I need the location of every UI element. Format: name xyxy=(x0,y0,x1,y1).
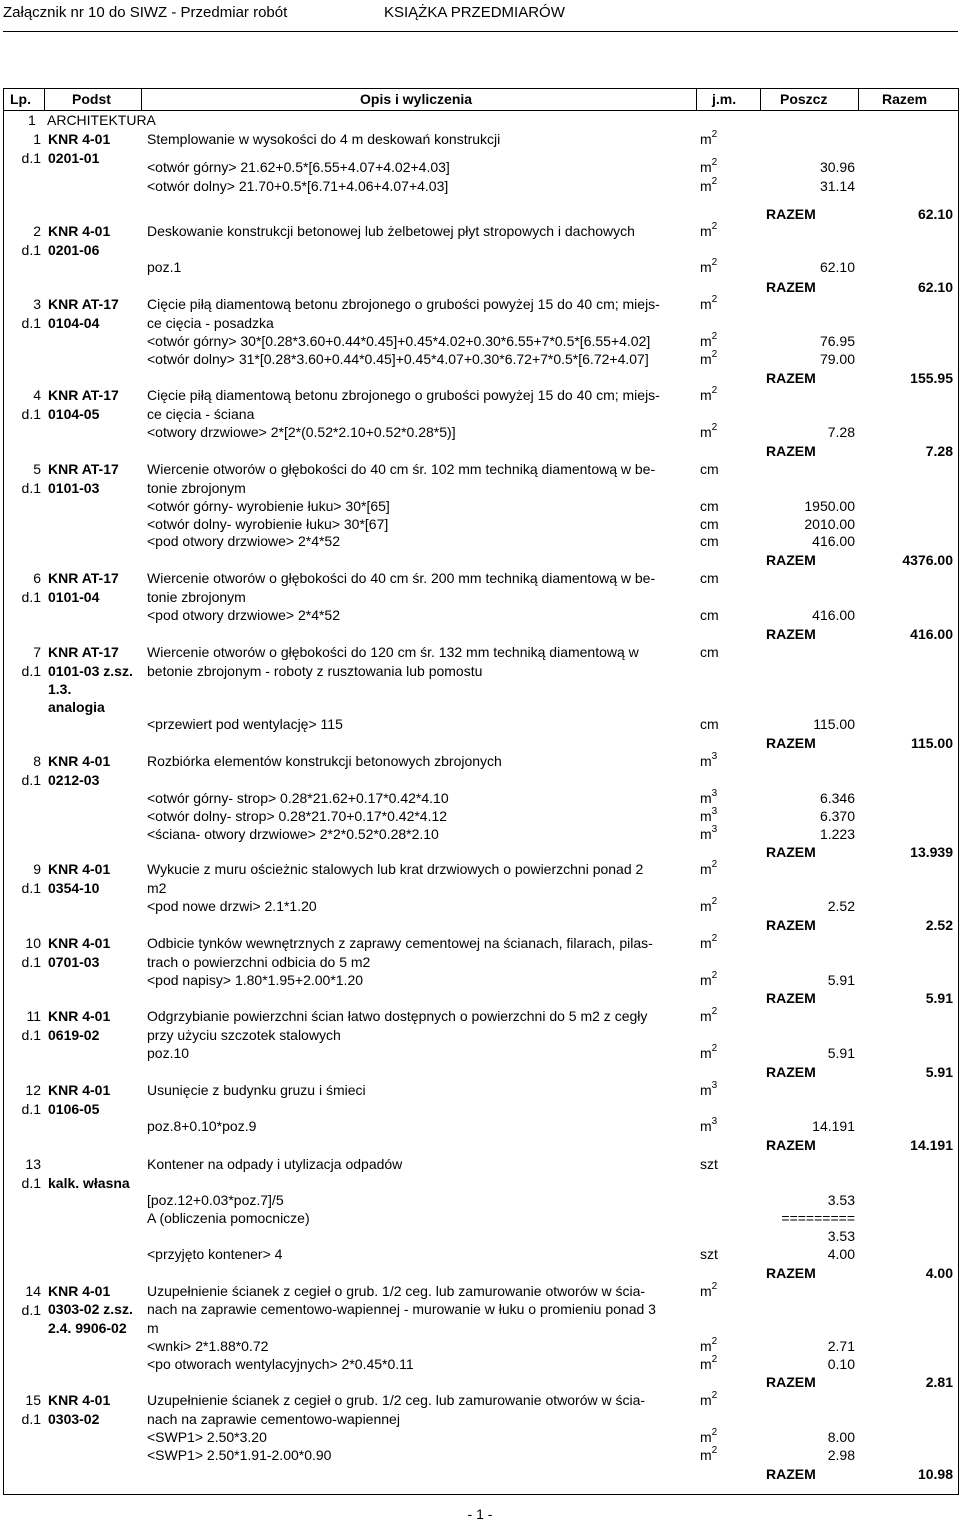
calc-value: 62.10 xyxy=(819,259,855,275)
calc-value: 14.191 xyxy=(812,1118,855,1134)
calc-value: 6.346 xyxy=(819,790,855,806)
razem-value: 2.52 xyxy=(925,917,953,933)
calc-value: 7.28 xyxy=(827,424,855,440)
calc-value: 1.223 xyxy=(819,826,855,842)
header-rule xyxy=(3,31,958,32)
item-subnumber: d.1 xyxy=(21,150,41,166)
item-number: 14 xyxy=(25,1283,41,1299)
razem-value: 13.939 xyxy=(910,844,953,860)
calc-expression: <przewiert pod wentylację> 115 xyxy=(147,716,343,732)
item-description: ce cięcia - posadzka xyxy=(147,315,274,331)
item-description: Usunięcie z budynku gruzu i śmieci xyxy=(147,1082,366,1098)
item-basis: KNR 4-01 xyxy=(48,131,111,147)
item-description: nach na zaprawie cementowo-wapiennej xyxy=(147,1411,400,1427)
item-number: 15 xyxy=(25,1392,41,1408)
calc-unit: $m^2$ xyxy=(700,1336,718,1354)
item-number: 5 xyxy=(33,461,41,477)
item-description: Cięcie piłą diamentową betonu zbrojonego o grubości powyżej 15 do 40 cm; miejs- xyxy=(147,387,660,403)
col-header-opis: Opis i wyliczenia xyxy=(360,91,473,107)
razem-value: 155.95 xyxy=(910,370,953,386)
col-divider xyxy=(44,88,45,110)
item-description: tonie zbrojonym xyxy=(147,480,246,496)
item-number: 7 xyxy=(33,644,41,660)
razem-value: 14.191 xyxy=(910,1137,953,1153)
item-description: Odbicie tynków wewnętrznych z zaprawy cementowej na ścianach, filarach, pilas- xyxy=(147,935,653,951)
razem-label: RAZEM xyxy=(766,1137,816,1153)
calc-value: 5.91 xyxy=(827,1045,855,1061)
item-subnumber: d.1 xyxy=(21,954,41,970)
calc-unit: $m^2$ xyxy=(700,970,718,988)
item-unit: $m^2$ xyxy=(700,294,718,312)
item-number: 11 xyxy=(26,1008,41,1024)
item-number: 8 xyxy=(33,753,41,769)
item-basis: KNR 4-01 xyxy=(48,1392,111,1408)
calc-expression: <otwór górny> 30*[0.28*3.60+0.44*0.45]+0.45*4.02+0.30*6.55+7*0.5*[6.55+4.02] xyxy=(147,333,651,349)
calc-unit: $m^2$ xyxy=(700,257,718,275)
calc-value: 115.00 xyxy=(813,716,855,732)
calc-value: 416.00 xyxy=(812,533,855,549)
item-basis: KNR 4-01 xyxy=(48,1008,111,1024)
item-unit: cm xyxy=(700,644,719,660)
calc-expression: [poz.12+0.03*poz.7]/5 xyxy=(147,1192,284,1208)
header-left: Załącznik nr 10 do SIWZ - Przedmiar robót xyxy=(3,4,288,21)
calc-unit: $m^2$ xyxy=(700,331,718,349)
item-description: Wykucie z muru ościeżnic stalowych lub krat drzwiowych o powierzchni ponad 2 xyxy=(147,861,644,877)
calc-value: 31.14 xyxy=(819,178,855,194)
page-number: - 1 - xyxy=(467,1506,493,1522)
calc-expression: <po otworach wentylacyjnych> 2*0.45*0.11 xyxy=(147,1356,414,1372)
item-basis: KNR AT-17 xyxy=(48,387,119,403)
item-description: ce cięcia - ściana xyxy=(147,406,255,422)
col-header-razem: Razem xyxy=(882,91,928,107)
item-number: 4 xyxy=(33,387,41,403)
item-unit: $m^3$ xyxy=(700,751,718,769)
calc-value: 2.52 xyxy=(827,898,855,914)
razem-label: RAZEM xyxy=(766,917,816,933)
item-number: 1 xyxy=(33,131,41,147)
item-unit: $m^2$ xyxy=(700,933,718,951)
razem-value: 115.00 xyxy=(910,735,953,751)
item-basis: 1.3. xyxy=(48,681,72,697)
item-description: Wiercenie otworów o głębokości do 40 cm śr. 102 mm techniką diamentową w be- xyxy=(147,461,656,477)
item-description: przy użyciu szczotek stalowych xyxy=(147,1027,341,1043)
item-number: 2 xyxy=(33,223,41,239)
col-header-jm: j.m. xyxy=(712,91,737,107)
calc-expression: <SWP1> 2.50*1.91-2.00*0.90 xyxy=(147,1447,332,1463)
item-basis: 0701-03 xyxy=(48,954,100,970)
item-subnumber: d.1 xyxy=(21,480,41,496)
item-description: Kontener na odpady i utylizacja odpadów xyxy=(147,1156,403,1172)
calc-unit: cm xyxy=(700,607,719,623)
item-basis: 0303-02 xyxy=(48,1411,100,1427)
item-subnumber: d.1 xyxy=(21,406,41,422)
item-basis: 2.4. 9906-02 xyxy=(48,1320,127,1336)
item-unit: $m^2$ xyxy=(700,385,718,403)
col-divider xyxy=(858,88,859,110)
razem-value: 5.91 xyxy=(925,990,953,1006)
item-unit: $m^2$ xyxy=(700,859,718,877)
item-number: 10 xyxy=(25,935,41,951)
item-description: nach na zaprawie cementowo-wapiennej - murowanie w łuku o promieniu ponad 3 xyxy=(147,1301,656,1317)
item-basis: 0303-02 z.sz. xyxy=(48,1301,133,1317)
calc-value: 30.96 xyxy=(819,159,855,175)
item-subnumber: d.1 xyxy=(21,772,41,788)
calc-value: 2.98 xyxy=(827,1447,855,1463)
item-description: Wiercenie otworów o głębokości do 120 cm śr. 132 mm techniką diamentową w xyxy=(147,644,639,660)
col-divider xyxy=(141,88,142,110)
calc-value: 8.00 xyxy=(827,1429,855,1445)
calc-expression: <przyjęto kontener> 4 xyxy=(147,1246,283,1262)
item-subnumber: d.1 xyxy=(21,315,41,331)
item-subnumber: d.1 xyxy=(21,1411,41,1427)
razem-value: 416.00 xyxy=(910,626,953,642)
calc-expression: <otwór górny> 21.62+0.5*[6.55+4.07+4.02+4.03] xyxy=(147,159,450,175)
item-subnumber: d.1 xyxy=(21,589,41,605)
item-basis: 0201-06 xyxy=(48,242,100,258)
item-unit: szt xyxy=(700,1156,718,1172)
razem-label: RAZEM xyxy=(766,552,816,568)
razem-label: RAZEM xyxy=(766,206,816,222)
item-basis: KNR 4-01 xyxy=(48,753,111,769)
item-basis: KNR AT-17 xyxy=(48,296,119,312)
calc-expression: <wnki> 2*1.88*0.72 xyxy=(147,1338,269,1354)
table-bottom-rule xyxy=(3,1494,958,1495)
calc-expression: <SWP1> 2.50*3.20 xyxy=(147,1429,267,1445)
calc-unit: cm xyxy=(700,516,719,532)
calc-unit: $m^2$ xyxy=(700,1445,718,1463)
razem-label: RAZEM xyxy=(766,1374,816,1390)
item-subnumber: d.1 xyxy=(21,1302,41,1318)
calc-expression: poz.10 xyxy=(147,1045,190,1061)
calc-value: 79.00 xyxy=(819,351,855,367)
razem-value: 4.00 xyxy=(925,1265,953,1281)
razem-label: RAZEM xyxy=(766,1265,816,1281)
razem-value: 62.10 xyxy=(917,279,953,295)
item-description: tonie zbrojonym xyxy=(147,589,246,605)
item-description: Cięcie piłą diamentową betonu zbrojonego o grubości powyżej 15 do 40 cm; miejs- xyxy=(147,296,660,312)
calc-unit: szt xyxy=(700,1246,718,1262)
calc-expression: <otwór dolny> 21.70+0.5*[6.71+4.06+4.07+4.03] xyxy=(147,178,449,194)
item-basis: KNR AT-17 xyxy=(48,644,119,660)
razem-label: RAZEM xyxy=(766,279,816,295)
razem-value: 5.91 xyxy=(925,1064,953,1080)
item-subnumber: d.1 xyxy=(21,1101,41,1117)
razem-value: 2.81 xyxy=(925,1374,953,1390)
calc-value: 76.95 xyxy=(819,333,855,349)
razem-label: RAZEM xyxy=(766,370,816,386)
razem-value: 4376.00 xyxy=(902,552,953,568)
calc-unit: cm xyxy=(700,716,719,732)
calc-unit: $m^2$ xyxy=(700,349,718,367)
item-unit: cm xyxy=(700,461,719,477)
calc-expression: <pod otwory drzwiowe> 2*4*52 xyxy=(147,607,341,623)
item-basis: KNR 4-01 xyxy=(48,935,111,951)
calc-value: 2010.00 xyxy=(804,516,855,532)
calc-value: 5.91 xyxy=(827,972,855,988)
item-unit: $m^3$ xyxy=(700,1080,718,1098)
calc-expression: <otwór górny- wyrobienie łuku> 30*[65] xyxy=(147,498,390,514)
col-header-podst: Podst xyxy=(72,91,111,107)
item-unit: cm xyxy=(700,570,719,586)
calc-expression: <otwór dolny- strop> 0.28*21.70+0.17*0.42*4.12 xyxy=(147,808,448,824)
header-center: KSIĄŻKA PRZEDMIARÓW xyxy=(384,4,565,21)
calc-value: 3.53 xyxy=(827,1228,855,1244)
razem-label: RAZEM xyxy=(766,443,816,459)
item-subnumber: d.1 xyxy=(21,663,41,679)
col-divider xyxy=(760,88,761,110)
item-unit: $m^2$ xyxy=(700,1390,718,1408)
item-description: m2 xyxy=(147,880,167,896)
item-unit: $m^2$ xyxy=(700,129,718,147)
calc-expression: <pod nowe drzwi> 2.1*1.20 xyxy=(147,898,317,914)
calc-expression: A (obliczenia pomocnicze) xyxy=(147,1210,310,1226)
item-basis: 0201-01 xyxy=(48,150,100,166)
item-basis: 0101-03 z.sz. xyxy=(48,663,133,679)
razem-label: RAZEM xyxy=(766,1466,816,1482)
razem-label: RAZEM xyxy=(766,844,816,860)
calc-value: 3.53 xyxy=(827,1192,855,1208)
calc-expression: <pod napisy> 1.80*1.95+2.00*1.20 xyxy=(147,972,364,988)
item-number: 6 xyxy=(33,570,41,586)
razem-label: RAZEM xyxy=(766,1064,816,1080)
col-divider xyxy=(696,88,697,110)
item-basis: 0104-05 xyxy=(48,406,100,422)
item-basis: 0101-03 xyxy=(48,480,100,496)
calc-unit: $m^3$ xyxy=(700,788,718,806)
calc-unit: $m^2$ xyxy=(700,1043,718,1061)
item-subnumber: d.1 xyxy=(21,242,41,258)
item-basis: KNR 4-01 xyxy=(48,223,111,239)
razem-value: 7.28 xyxy=(925,443,953,459)
calc-expression: <otwór dolny- wyrobienie łuku> 30*[67] xyxy=(147,516,389,532)
item-basis: 0619-02 xyxy=(48,1027,100,1043)
calc-value: ========= xyxy=(781,1210,855,1226)
item-description: Deskowanie konstrukcji betonowej lub żelbetowej płyt stropowych i dachowych xyxy=(147,223,635,239)
calc-expression: poz.8+0.10*poz.9 xyxy=(147,1118,257,1134)
item-basis: KNR 4-01 xyxy=(48,1283,111,1299)
item-number: 12 xyxy=(25,1082,41,1098)
item-basis: KNR 4-01 xyxy=(48,1082,111,1098)
calc-unit: cm xyxy=(700,498,719,514)
razem-value: 10.98 xyxy=(917,1466,953,1482)
calc-unit: $m^3$ xyxy=(700,806,718,824)
calc-value: 416.00 xyxy=(812,607,855,623)
item-basis: analogia xyxy=(48,699,105,715)
section-title: ARCHITEKTURA xyxy=(47,112,156,128)
col-header-poszcz: Poszcz xyxy=(780,91,828,107)
calc-unit: $m^2$ xyxy=(700,176,718,194)
razem-label: RAZEM xyxy=(766,626,816,642)
item-description: trach o powierzchni odbicia do 5 m2 xyxy=(147,954,371,970)
item-description: Wiercenie otworów o głębokości do 40 cm śr. 200 mm techniką diamentową w be- xyxy=(147,570,656,586)
calc-expression: poz.1 xyxy=(147,259,182,275)
item-number: 13 xyxy=(25,1156,41,1172)
item-basis: 0212-03 xyxy=(48,772,100,788)
calc-expression: <otwory drzwiowe> 2*[2*(0.52*2.10+0.52*0.28*5)] xyxy=(147,424,456,440)
item-description: Uzupełnienie ścianek z cegieł o grub. 1/2 ceg. lub zamurowanie otworów w ścia- xyxy=(147,1283,646,1299)
calc-unit: $m^2$ xyxy=(700,1354,718,1372)
item-description: betonie zbrojonym - roboty z rusztowania lub pomostu xyxy=(147,663,483,679)
item-number: 3 xyxy=(33,296,41,312)
item-basis: 0101-04 xyxy=(48,589,100,605)
item-number: 9 xyxy=(33,861,41,877)
item-unit: $m^2$ xyxy=(700,221,718,239)
calc-unit: cm xyxy=(700,533,719,549)
item-subnumber: d.1 xyxy=(21,880,41,896)
calc-unit: $m^2$ xyxy=(700,896,718,914)
calc-value: 6.370 xyxy=(819,808,855,824)
razem-label: RAZEM xyxy=(766,990,816,1006)
razem-label: RAZEM xyxy=(766,735,816,751)
calc-expression: <otwór górny- strop> 0.28*21.62+0.17*0.42*4.10 xyxy=(147,790,449,806)
calc-expression: <otwór dolny> 31*[0.28*3.60+0.44*0.45]+0.45*4.07+0.30*6.72+7*0.5*[6.72+4.07] xyxy=(147,351,649,367)
razem-value: 62.10 xyxy=(917,206,953,222)
item-description: Odgrzybianie powierzchni ścian łatwo dostępnych o powierzchni do 5 m2 z cegły xyxy=(147,1008,648,1024)
calc-value: 4.00 xyxy=(827,1246,855,1262)
calc-value: 1950.00 xyxy=(804,498,855,514)
item-description: m xyxy=(147,1320,159,1336)
item-basis: KNR AT-17 xyxy=(48,461,119,477)
item-basis: 0106-05 xyxy=(48,1101,100,1117)
calc-unit: $m^2$ xyxy=(700,1427,718,1445)
calc-expression: <pod otwory drzwiowe> 2*4*52 xyxy=(147,533,341,549)
calc-unit: $m^3$ xyxy=(700,1116,718,1134)
calc-unit: $m^3$ xyxy=(700,824,718,842)
calc-value: 2.71 xyxy=(827,1338,855,1354)
item-subnumber: d.1 xyxy=(21,1027,41,1043)
item-basis: KNR 4-01 xyxy=(48,861,111,877)
calc-unit: $m^2$ xyxy=(700,422,718,440)
item-basis: KNR AT-17 xyxy=(48,570,119,586)
item-basis: 0104-04 xyxy=(48,315,100,331)
section-number: 1 xyxy=(28,112,36,128)
item-subnumber: d.1 xyxy=(21,1175,41,1191)
calc-unit: $m^2$ xyxy=(700,157,718,175)
item-basis: kalk. własna xyxy=(48,1175,130,1191)
item-description: Stemplowanie w wysokości do 4 m deskowań konstrukcji xyxy=(147,131,501,147)
col-header-lp: Lp. xyxy=(10,91,31,107)
item-description: Uzupełnienie ścianek z cegieł o grub. 1/2 ceg. lub zamurowanie otworów w ścia- xyxy=(147,1392,646,1408)
calc-expression: <ściana- otwory drzwiowe> 2*2*0.52*0.28*2.10 xyxy=(147,826,439,842)
item-basis: 0354-10 xyxy=(48,880,100,896)
item-description: Rozbiórka elementów konstrukcji betonowych zbrojonych xyxy=(147,753,502,769)
calc-value: 0.10 xyxy=(827,1356,855,1372)
item-unit: $m^2$ xyxy=(700,1281,718,1299)
item-unit: $m^2$ xyxy=(700,1006,718,1024)
